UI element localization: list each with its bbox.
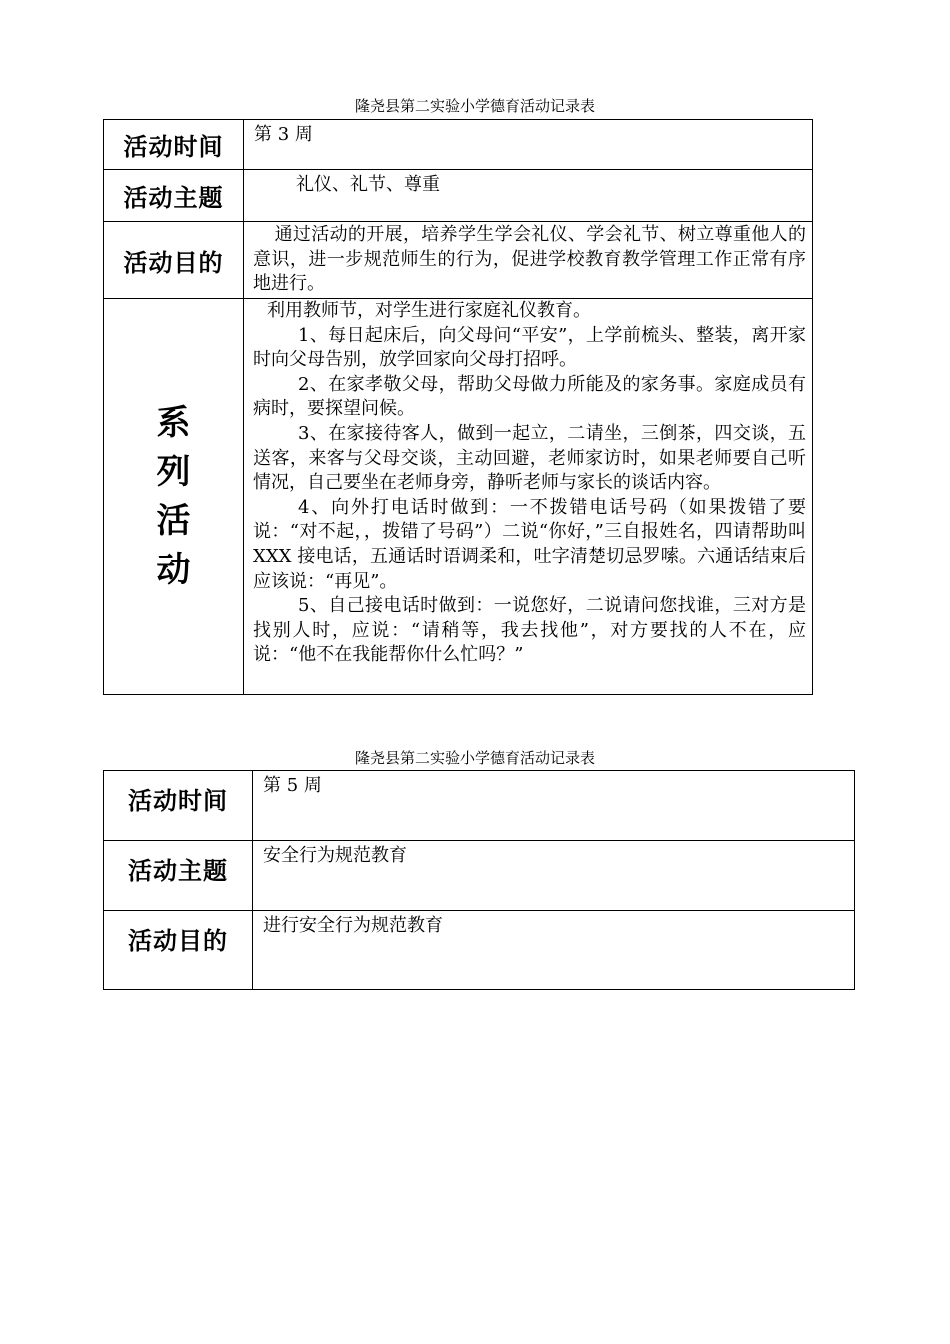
record2-purpose-value: 进行安全行为规范教育: [253, 911, 855, 990]
record2-row-theme: [104, 841, 855, 911]
series-item: 5、自己接电话时做到：一说您好，二说请问您找谁，三对方是找别人时，应说：“请稍等，我去找他”，对方要找的人不在，应说：“他不在我能帮你什么忙吗？”: [253, 595, 806, 666]
record2-purpose-label: 活动目的: [104, 911, 253, 990]
record1-table: [103, 119, 813, 695]
record1-row-theme: [104, 170, 813, 222]
record2-time-label: 活动时间: [104, 771, 253, 841]
record2-theme-label: 活动主题: [104, 841, 253, 911]
record2-table: [103, 770, 855, 990]
record1-purpose-text: 通过活动的开展，培养学生学会礼仪、学会礼节、树立尊重他人的意识，进一步规范师生的行为，促进学校教育教学管理工作正常有序地进行。: [253, 224, 806, 295]
series-item: 3、在家接待客人，做到一起立，二请坐，三倒茶，四交谈，五送客，来客与父母交谈，主动回避，老师家访时，如果老师要自己听情况，自己要坐在老师身旁，静听老师与家长的谈话内容。: [253, 422, 806, 494]
record1-caption: 隆尧县第二实验小学德育活动记录表: [354, 97, 595, 115]
record1-purpose-label: 活动目的: [104, 222, 244, 299]
series-intro: 利用教师节，对学生进行家庭礼仪教育。: [267, 300, 591, 321]
record1-series-label-cell: [104, 299, 244, 695]
record1-theme-label: 活动主题: [104, 170, 244, 222]
record1-time-value: 第 3 周: [244, 120, 813, 170]
series-label-char: 活: [156, 500, 191, 541]
record1-time-label: 活动时间: [104, 120, 244, 170]
record2-theme-value: 安全行为规范教育: [253, 841, 855, 911]
series-item: 4、向外打电话时做到：一不拨错电话号码（如果拨错了要说：“对不起，，拨错了号码”）二说“你好，”三自报姓名，四请帮助叫 XXX 接电话，五通话时语调柔和，吐字清楚切忌罗嗦。六通话结束后应该说：“再见”。: [253, 496, 806, 592]
record1-theme-value: 礼仪、礼节、尊重: [244, 170, 813, 222]
record1-purpose-cell: [244, 222, 813, 299]
record2-row-purpose: [104, 911, 855, 990]
record1-row-time: [104, 120, 813, 170]
record1-row-purpose: [104, 222, 813, 299]
record1-series-content: [244, 299, 813, 695]
series-label-char: 列: [156, 451, 191, 492]
series-label-char: 动: [156, 549, 191, 590]
record2-time-value: 第 5 周: [253, 771, 855, 841]
series-item: 2、在家孝敬父母，帮助父母做力所能及的家务事。家庭成员有病时，要探望问候。: [253, 373, 806, 420]
record2-row-time: [104, 771, 855, 841]
record1-row-series: [104, 299, 813, 695]
record2-caption: 隆尧县第二实验小学德育活动记录表: [354, 749, 595, 767]
series-item: 1、每日起床后，向父母问“平安”，上学前梳头、整装，离开家时向父母告别，放学回家向父母打招呼。: [253, 324, 806, 371]
series-label-char: 系: [156, 402, 191, 443]
record1-series-label: [104, 399, 243, 595]
